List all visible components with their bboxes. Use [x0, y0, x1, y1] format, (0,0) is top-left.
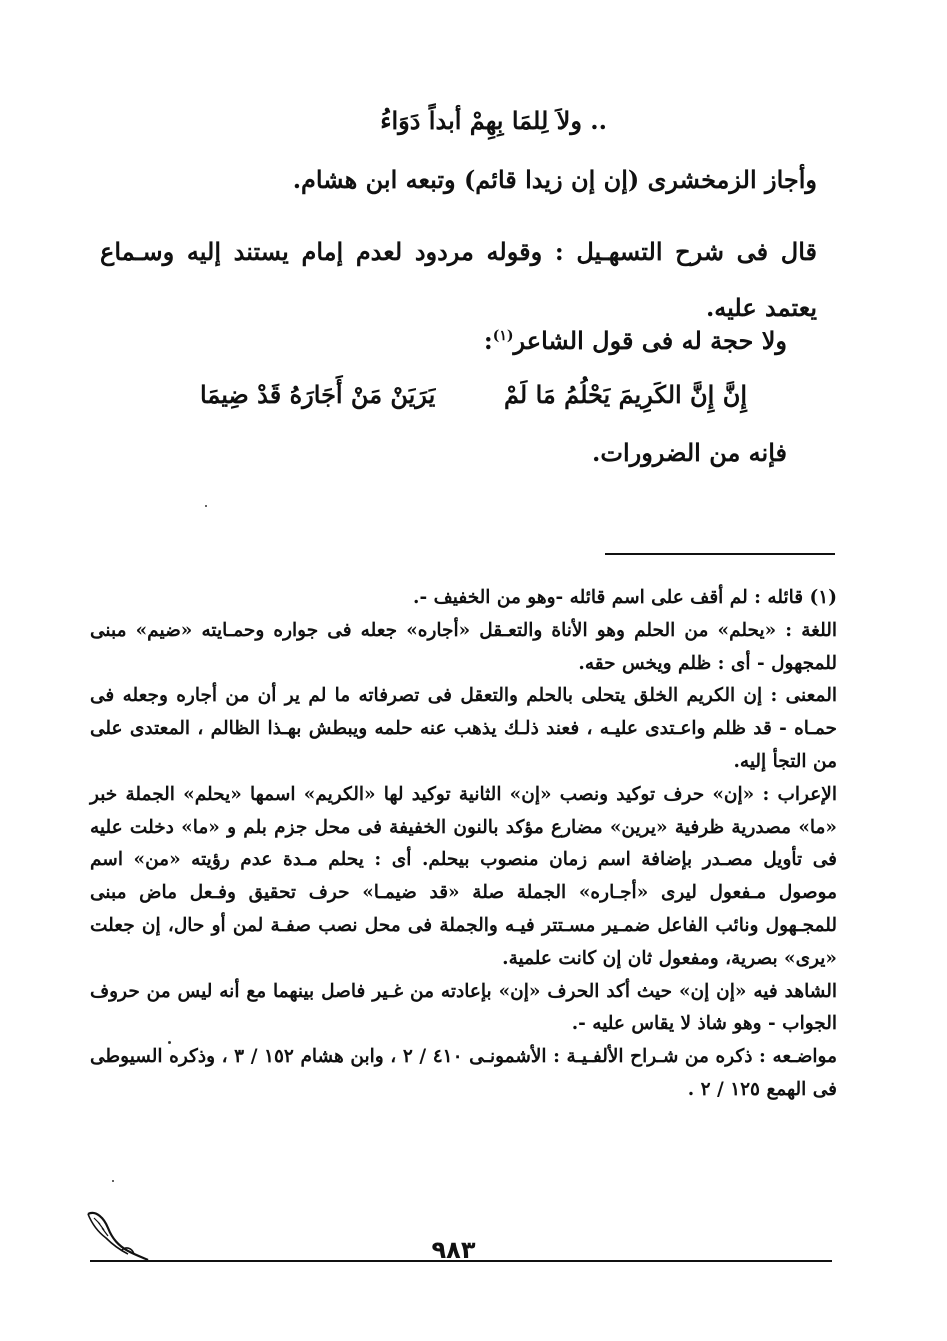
- verse-fragment: .. ولاَ لِلمَا بِهِمْ أبداً دَوَاءُ: [380, 106, 607, 135]
- footnote-language: اللغة : «يحلم» من الحلم وهو الأناة والتعـقل «أجاره» جعله فى جواره وحمـايته «ضيم» مبنى للمجهول - أى : ظلم ويخس حقه.: [90, 619, 837, 674]
- paragraph-darurat: فإنه من الضرورات.: [592, 438, 787, 467]
- footnote-meaning: المعنى : إن الكريم الخلق يتحلى بالحلم والتعقل فى تصرفاته ما لم ير أن من أجاره وجعله فى حمـاه - قد ظلم واعـتدى عليـه ، فعند ذلـك يذهب عنه حلمه ويبطش بهـذا الظالم ، المعتدى على من التجأ إليه.: [90, 685, 837, 772]
- footnote-attribution: (١) قائله : لم أقف على اسم قائله -وهو من الخفيف -.: [413, 587, 837, 608]
- footnote-evidence: الشاهد فيه «إن إن» حيث أكد الحرف «إن» بإعادته من غـير فاصل بينهما مع أنه ليس من حروف الجواب - وهو شاذ لا يقاس عليه -.: [90, 980, 837, 1035]
- paper-speck: [168, 1041, 171, 1044]
- paper-speck: [112, 1180, 114, 1182]
- paragraph-no-argument: [484, 324, 787, 358]
- verse-second-hemistich: يَرَيَنْ مَنْ أَجَارَهُ قَدْ ضِيمَا: [200, 380, 436, 409]
- verse-first-hemistich: إِنَّ إِنَّ الكَرِيمَ يَحْلُمُ مَا لَمْ: [503, 380, 747, 409]
- footnote-sources: مواضـعه : ذكره من شـراح الألفـيـة : الأشمونـى ٤١٠ / ٢ ، وابن هشام ١٥٢ / ٣ ، وذكره السيوطى فى الهمع ١٢٥ / ٢ .: [90, 1046, 838, 1100]
- page-number: ٩٨٣: [431, 1236, 476, 1264]
- paragraph-zamakhshari: وأجاز الزمخشرى (إن إن زيدا قائم) وتبعه ابن هشام.: [292, 165, 817, 194]
- footnotes-section: [90, 582, 837, 1107]
- paragraph-no-argument-colon: :: [483, 326, 493, 355]
- footnote-separator: [605, 553, 835, 555]
- page-number-wrap: [0, 1236, 947, 1264]
- footnote-marker: (١): [492, 328, 514, 344]
- paragraph-no-argument-text: ولا حجة له فى قول الشاعر: [513, 326, 787, 355]
- paper-speck: [205, 505, 207, 507]
- paragraph-sharh-tasheel: قال فى شرح التسهـيل : وقوله مردود لعدم إمام يستند إليه وسـماع يعتمد عليه.: [100, 237, 817, 322]
- footnote-parsing: الإعراب : «إن» حرف توكيد ونصب «إن» الثانية توكيد لها «الكريم» اسمها «يحلم» الجملة خبر «ما» مصدرية ظرفية «يرين» مضارع مؤكد بالنون الخفيفة فى محل جزم بلم و «ما» دخلت عليه فى تأويل مصـدر بإضافة اسم زمان منصوب بيحلم. أى : يحلم مـدة عدم رؤيته «من» اسم موصول مـفعول ليرى «أجـاره» الجملة صلة «قد ضيمـا» حرف تحقيق وفـعل ماض مبنى للمجـهول ونائب الفاعل ضمـير مسـتتر فيـه والجملة فى محل نصب صفـة لمن أو حال، إن جعلت «يرى» بصرية، ومفعول ثان إن كانت علمية.: [90, 783, 837, 969]
